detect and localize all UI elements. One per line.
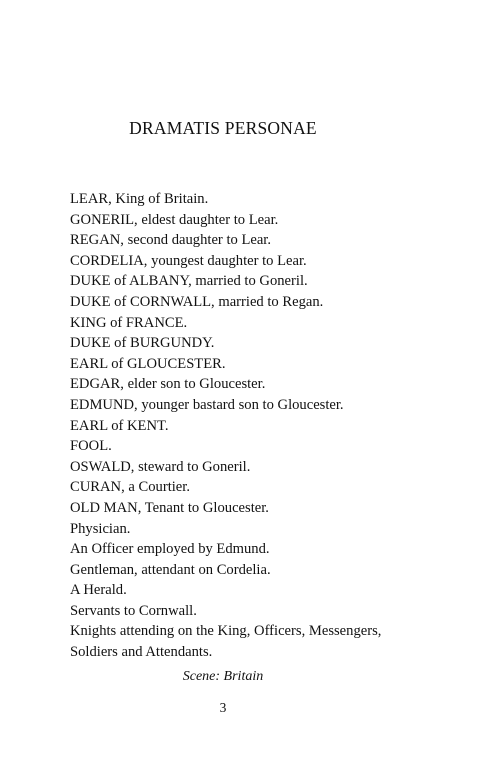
cast-item: KING of FRANCE. bbox=[70, 314, 188, 331]
cast-item: Physician. bbox=[70, 520, 131, 537]
cast-item: FOOL. bbox=[70, 438, 112, 455]
cast-item: DUKE of BURGUNDY. bbox=[70, 335, 215, 352]
cast-item: LEAR, King of Britain. bbox=[70, 191, 209, 207]
cast-item: GONERIL, eldest daughter to Lear. bbox=[70, 211, 279, 228]
cast-item: REGAN, second daughter to Lear. bbox=[70, 232, 272, 249]
cast-item: Gentleman, attendant on Cordelia. bbox=[70, 561, 271, 578]
cast-item: EDMUND, younger bastard son to Gloucester. bbox=[70, 396, 344, 413]
cast-item: EARL of KENT. bbox=[70, 417, 169, 434]
cast-list bbox=[70, 189, 430, 663]
page-number: 3 bbox=[219, 700, 227, 715]
cast-item: CORDELIA, youngest daughter to Lear. bbox=[70, 252, 307, 269]
cast-item: EARL of GLOUCESTER. bbox=[70, 355, 226, 372]
scene-line: Scene: Britain bbox=[182, 669, 264, 684]
page-title: DRAMATIS PERSONAE bbox=[129, 118, 317, 138]
cast-item: OLD MAN, Tenant to Gloucester. bbox=[70, 499, 269, 516]
cast-item: EDGAR, elder son to Gloucester. bbox=[70, 376, 266, 393]
cast-item: DUKE of ALBANY, married to Goneril. bbox=[70, 273, 308, 290]
cast-item: OSWALD, steward to Goneril. bbox=[70, 458, 251, 475]
cast-item: Servants to Cornwall. bbox=[70, 602, 197, 619]
cast-item: DUKE of CORNWALL, married to Regan. bbox=[70, 293, 324, 310]
cast-item: CURAN, a Courtier. bbox=[70, 479, 190, 496]
cast-item: An Officer employed by Edmund. bbox=[70, 541, 270, 558]
cast-item: Knights attending on the King, Officers, Messengers, Soldiers and Attendants. bbox=[70, 623, 382, 661]
cast-item: A Herald. bbox=[70, 582, 127, 599]
